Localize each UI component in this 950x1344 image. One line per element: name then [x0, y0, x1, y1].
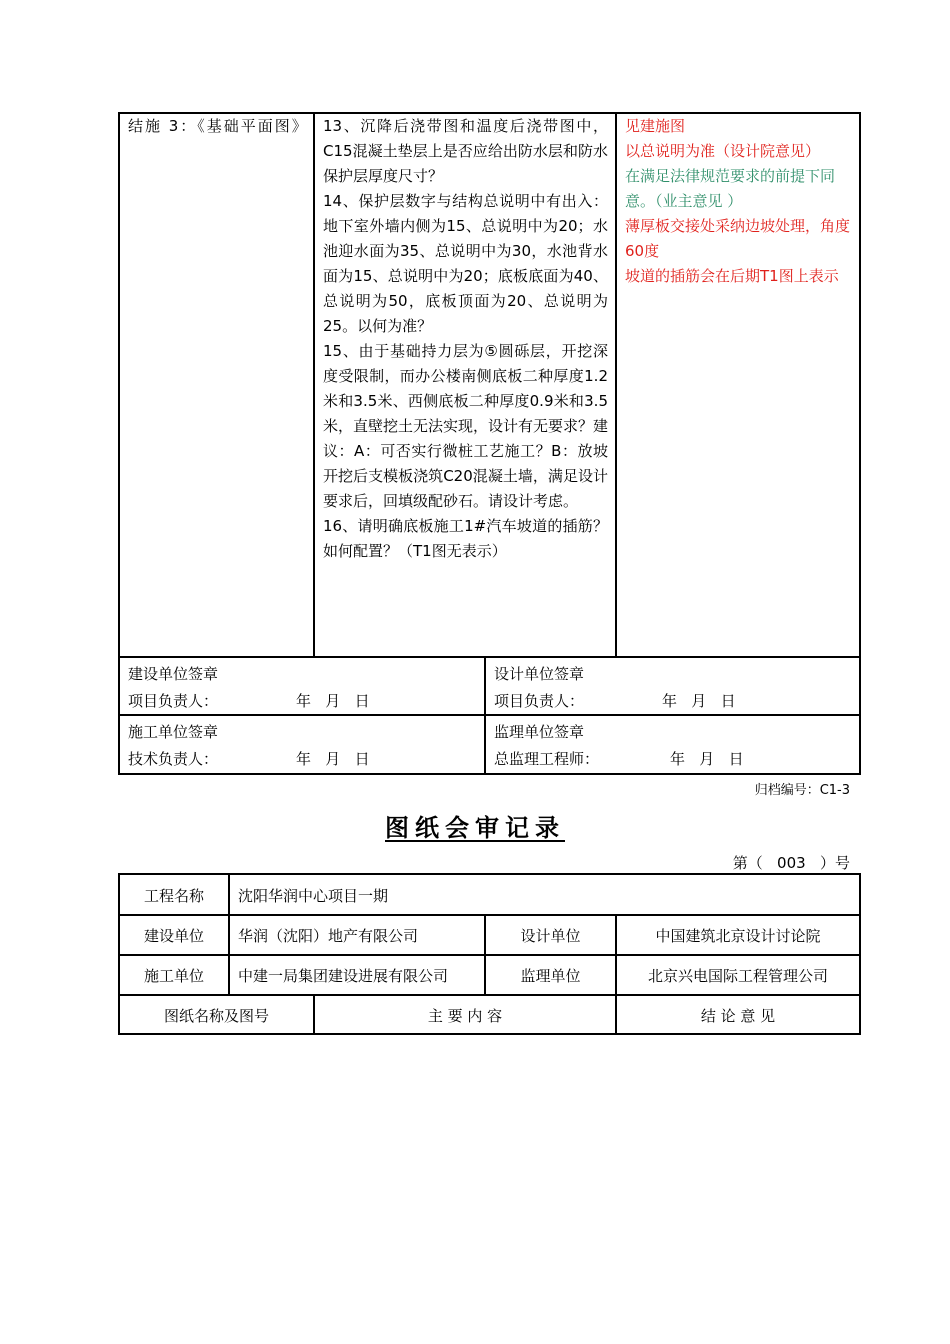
project-value: 沈阳华润中心项目一期: [238, 887, 389, 905]
divider: [313, 112, 315, 657]
question-15: 15、由于基础持力层为⑤圆砾层，开挖深度受限制，而办公楼南侧底板二种厚度1.2米和3.5米、西侧底板二种厚度0.9米和3.5米，直壁挖土无法实现，设计有无要求？建议：A：可否实行微桩工艺施工？B：放坡开挖后支模板浇筑C20混凝土墙，满足设计要求后，回填级配砂石。请设计考虑。: [323, 342, 609, 510]
owner-value: 华润（沈阳）地产有限公司: [238, 927, 419, 945]
owner-date: 年 月 日: [296, 692, 370, 710]
construction-date: 年 月 日: [296, 750, 370, 768]
archive-number: 归档编号：C1-3: [754, 783, 850, 798]
conclusion-3: 在满足法律规范要求的前提下同意。（业主意见 ）: [625, 167, 836, 210]
design-date: 年 月 日: [662, 692, 736, 710]
owner-person-label: 项目负责人：: [128, 692, 219, 710]
design-person-label: 项目负责人：: [494, 692, 585, 710]
supervisor-value: 北京兴电国际工程管理公司: [647, 967, 828, 985]
conclusion-1: 见建施图: [625, 117, 686, 135]
contractor-label: 施工单位: [143, 967, 204, 985]
supervisor-label: 监理单位: [520, 967, 581, 985]
owner-label: 建设单位: [143, 927, 204, 945]
contractor-value: 中建一局集团建设进展有限公司: [238, 967, 449, 985]
divider: [615, 112, 617, 657]
conclusion-4: 薄厚板交接处采纳边坡处理，角度60度: [625, 217, 851, 260]
divider: [228, 873, 230, 995]
supervision-seal-label: 监理单位签章: [494, 723, 585, 741]
designer-value: 中国建筑北京设计讨论院: [655, 927, 821, 945]
col-header-drawing: 图纸名称及图号: [163, 1007, 269, 1025]
col-header-conclusion: 结 论 意 见: [700, 1007, 776, 1025]
page-title-text: 图纸会审记录: [385, 814, 565, 842]
supervision-person-label: 总监理工程师：: [494, 750, 600, 768]
divider: [484, 656, 486, 774]
question-16: 16、请明确底板施工1#汽车坡道的插筋？如何配置？（T1图无表示）: [323, 517, 608, 560]
designer-label: 设计单位: [520, 927, 581, 945]
divider: [118, 656, 861, 658]
construction-person-label: 技术负责人：: [128, 750, 219, 768]
page-title: [0, 808, 950, 843]
project-label: 工程名称: [143, 887, 204, 905]
record-number: 第（ 003 ）号: [732, 854, 850, 872]
owner-seal-label: 建设单位签章: [128, 665, 219, 683]
supervision-date: 年 月 日: [670, 750, 744, 768]
main-content-cell: [323, 114, 608, 564]
conclusion-cell: [625, 114, 857, 289]
question-13: 13、沉降后浇带图和温度后浇带图中，C15混凝土垫层上是否应给出防水层和防水保护层厚度尺寸？: [323, 117, 608, 185]
col-header-content: 主 要 内 容: [427, 1007, 503, 1025]
design-seal-label: 设计单位签章: [494, 665, 585, 683]
conclusion-2: 以总说明为准（设计院意见）: [625, 142, 821, 160]
conclusion-5: 坡道的插筋会在后期T1图上表示: [625, 267, 839, 285]
drawing-name-cell: 结施 3：《基础平面图》: [128, 117, 309, 135]
question-14: 14、保护层数字与结构总说明中有出入：地下室外墙内侧为15、总说明中为20；水池迎水面为35、总说明中为30，水池背水面为15、总说明中为20；底板底面为40、总说明为50，底板顶面为20、总说明为25。以何为准？: [323, 192, 608, 335]
construction-seal-label: 施工单位签章: [128, 723, 219, 741]
divider: [118, 714, 861, 716]
